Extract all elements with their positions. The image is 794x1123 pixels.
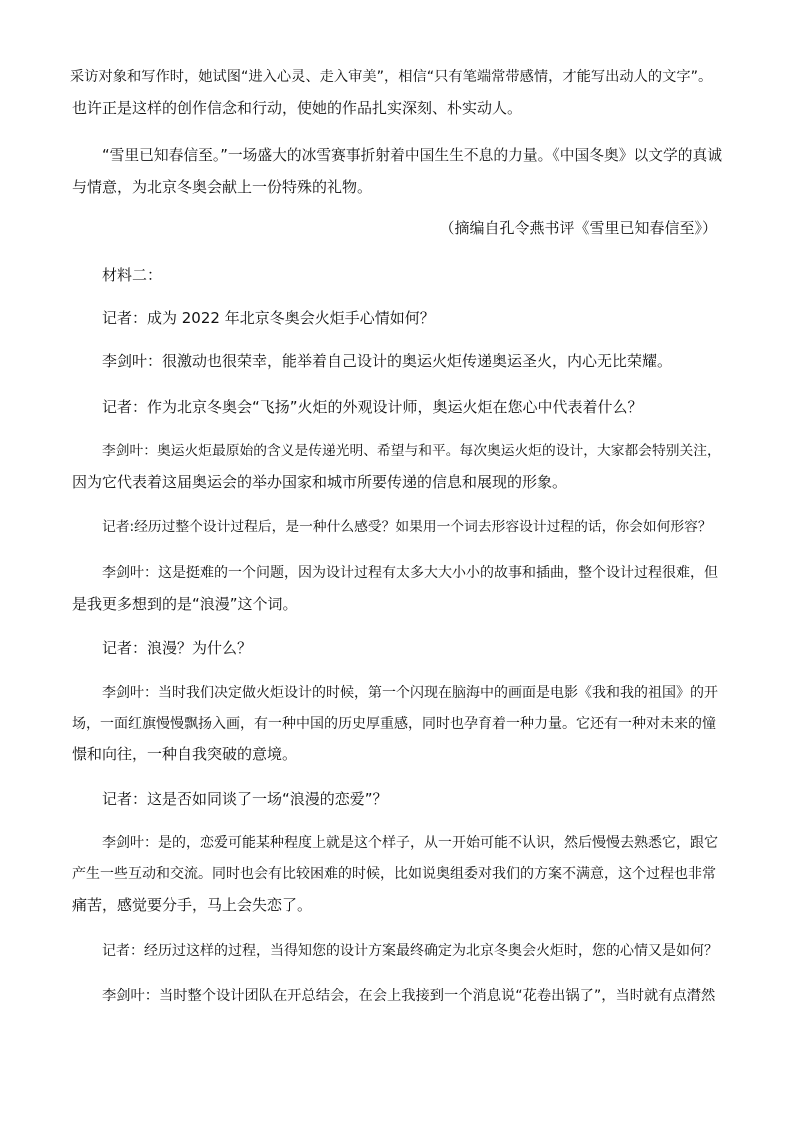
reporter-question: 记者：作为北京冬奥会“飞扬”火炬的外观设计师，奥运火炬在您心中代表着什么？ [102,398,643,416]
interviewee-answer: 李剑叶：当时我们决定做火炬设计的时候，第一个闪现在脑海中的画面是电影《我和我的祖国》的开 [102,685,718,701]
reporter-question: 记者：成为 2022 年北京冬奥会火炬手心情如何？ [102,309,435,327]
interviewee-answer: 李剑叶：很激动也很荣幸，能举着自己设计的奥运火炬传递奥运圣火，内心无比荣耀。 [102,352,673,370]
source-citation: （摘编自孔令燕书评《雪里已知春信至》） [439,219,717,237]
material-heading: 材料二： [102,266,163,284]
interviewee-answer: 李剑叶：这是挺难的一个问题，因为设计过程有太多大大小小的故事和插曲，整个设计过程很难，但 [102,565,718,581]
interviewee-answer: 产生一些互动和交流。同时也会有比较困难的时候，比如说奥组委对我们的方案不满意，这个过程也非常 [72,866,716,882]
interviewee-answer: 因为它代表着这届奥运会的举办国家和城市所要传递的信息和展现的形象。 [72,473,568,491]
interviewee-answer: 李剑叶：是的，恋爱可能某种程度上就是这个样子，从一开始可能不认识，然后慢慢去熟悉它，跟它 [102,835,718,851]
paragraph-line: “雪里已知春信至。”一场盛大的冰雪赛事折射着中国生生不息的力量。《中国冬奥》以文学的真诚 [102,147,723,164]
interviewee-answer: 李剑叶：当时整个设计团队在开总结会，在会上我接到一个消息说“花卷出锅了”，当时就有点潸然 [102,988,716,1004]
interviewee-answer: 场，一面红旗慢慢飘扬入画，有一种中国的历史厚重感，同时也孕育着一种力量。它还有一种对未来的憧 [72,716,716,732]
reporter-question: 记者:经历过整个设计过程后，是一种什么感受？如果用一个词去形容设计过程的话，你会如何形容？ [102,519,712,535]
paragraph-line: 也许正是这样的创作信念和行动，使她的作品扎实深刻、朴实动人。 [72,99,523,117]
interviewee-answer: 憬和向往，一种自我突破的意境。 [72,745,298,763]
reporter-question: 记者：经历过这样的过程，当得知您的设计方案最终确定为北京冬奥会火炬时，您的心情又是如何？ [102,943,718,959]
reporter-question: 记者：这是否如同谈了一场“浪漫的恋爱”？ [102,790,388,808]
reporter-question: 记者：浪漫？为什么？ [102,639,253,657]
paragraph-line: 采访对象和写作时，她试图“进入心灵、走入审美”，相信“只有笔端常带感情，才能写出动人的文字”。 [70,69,713,85]
interviewee-answer: 李剑叶：奥运火炬最原始的含义是传递光明、希望与和平。每次奥运火炬的设计，大家都会特别关注， [102,443,721,459]
interviewee-answer: 痛苦，感觉要分手，马上会失恋了。 [72,896,313,914]
interviewee-answer: 是我更多想到的是“浪漫”这个词。 [72,595,298,613]
paragraph-line: 与情意，为北京冬奥会献上一份特殊的礼物。 [72,178,373,196]
